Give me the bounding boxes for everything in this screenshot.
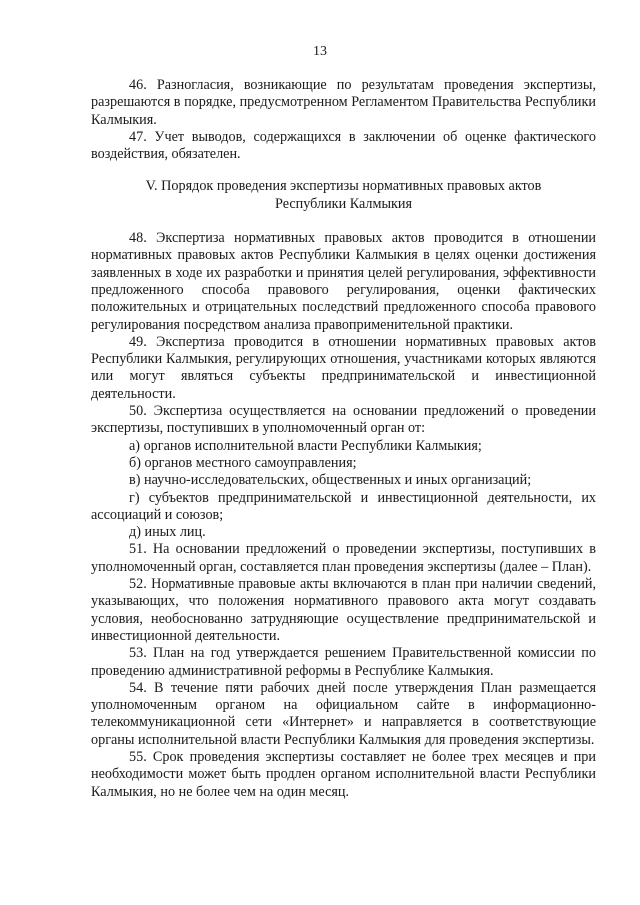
- paragraph-46: 46. Разногласия, возникающие по результатам проведения экспертизы, разрешаются в порядке, предусмотренном Регламентом Правительства Республики Калмыкия.: [91, 77, 596, 128]
- paragraph-49: 49. Экспертиза проводится в отношении нормативных правовых актов Республики Калмыкия, регулирующих отношения, участниками которых являются или могут являться субъекты предпринимательской и инвестиционной деятельности.: [91, 333, 596, 402]
- document-body: [91, 77, 596, 801]
- list-item-a: а) органов исполнительной власти Республики Калмыкия;: [129, 437, 482, 454]
- paragraph-53: 53. План на год утверждается решением Правительственной комиссии по проведению административной реформы в Республике Калмыкия.: [91, 645, 596, 679]
- paragraph-48: 48. Экспертиза нормативных правовых актов проводится в отношении нормативных правовых актов Республики Калмыкия в целях оценки достижения заявленных в ходе их разработки и принятия целей регулирования, эффективности предложенного способа правового регулирования, оценки фактических положительных и отрицательных последствий предложенного способа правового регулирования посредством анализа правоприменительной практики.: [91, 230, 596, 333]
- paragraph-54: 54. В течение пяти рабочих дней после утверждения План размещается уполномоченным органом на официальном сайте в информационно-телекоммуникационной сети «Интернет» и направляется в соответствующие органы исполнительной власти Республики Калмыкия для проведения экспертизы.: [91, 679, 596, 748]
- paragraph-52: 52. Нормативные правовые акты включаются в план при наличии сведений, указывающих, что положения нормативного правового акта могут создавать условия, необоснованно затрудняющие осуществление предпринимательской и инвестиционной деятельности.: [91, 576, 596, 644]
- list-item-b: б) органов местного самоуправления;: [129, 454, 357, 471]
- list-item-c: в) научно-исследовательских, общественных и иных организаций;: [129, 472, 532, 489]
- paragraph-50: 50. Экспертиза осуществляется на основании предложений о проведении экспертизы, поступивших в уполномоченный орган от:: [91, 403, 596, 437]
- page-number: 13: [313, 44, 327, 59]
- paragraph-51: 51. На основании предложений о проведении экспертизы, поступивших в уполномоченный орган, составляется план проведения экспертизы (далее – План).: [91, 541, 596, 575]
- section-title-line-2: Республики Калмыкия: [274, 195, 413, 212]
- paragraph-55: 55. Срок проведения экспертизы составляет не более трех месяцев и при необходимости может быть продлен органом исполнительной власти Республики Калмыкия, но не более чем на один месяц.: [91, 748, 596, 800]
- paragraph-47: 47. Учет выводов, содержащихся в заключении об оценке фактического воздействия, обязателен.: [91, 128, 596, 163]
- list-item-e: д) иных лиц.: [129, 524, 206, 541]
- section-title-line-1: V. Порядок проведения экспертизы нормативных правовых актов: [145, 178, 542, 195]
- section-title: [91, 178, 596, 213]
- list-item-d: г) субъектов предпринимательской и инвестиционной деятельности, их ассоциаций и союзов;: [91, 489, 596, 523]
